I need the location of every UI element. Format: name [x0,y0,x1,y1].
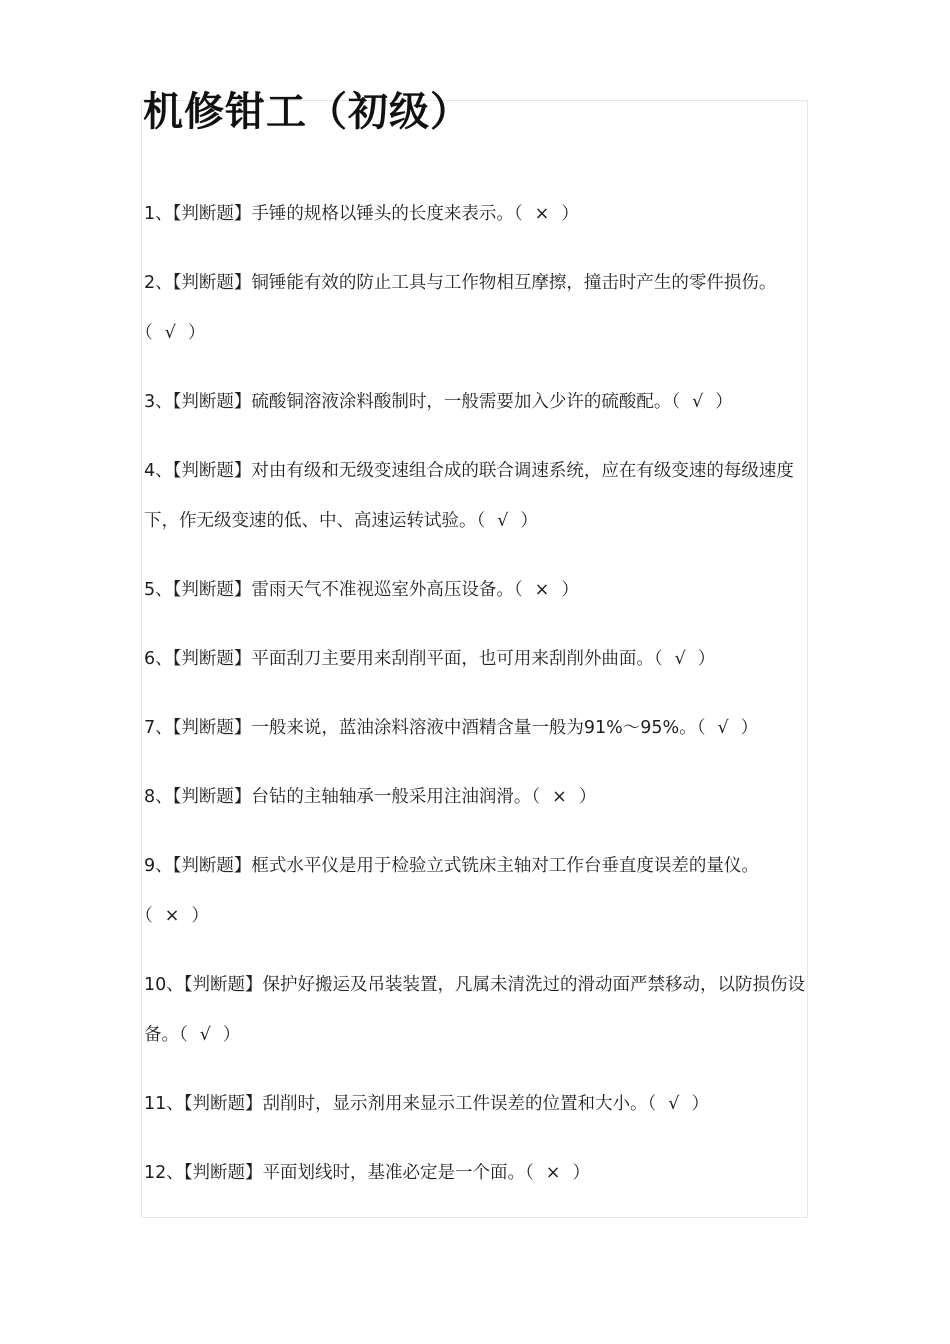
question-type: 【判断题】 [172,461,252,481]
question-text: 刮削时，显示剂用来显示工件误差的位置和大小。 [262,1094,648,1114]
question-type: 【判断题】 [172,392,252,412]
question-number: 4、 [144,461,173,481]
question-text: 铜锤能有效的防止工具与工作物相互摩擦，撞击时产生的零件损伤。 [251,273,777,293]
document-title: 机修钳工（初级） [143,89,471,135]
question-type: 【判断题】 [172,273,252,293]
question-answer: （ √ ） [648,1094,709,1114]
question-list [144,189,814,1217]
question-text: 框式水平仪是用于检验立式铣床主轴对工作台垂直度误差的量仪。 [251,856,759,876]
question-answer: （ × ） [514,580,579,600]
question-item [144,565,814,615]
answer-mark: √ [717,718,729,738]
question-type: 【判断题】 [183,1163,263,1183]
question-type: 【判断题】 [172,204,252,224]
question-text: 一般来说，蓝油涂料溶液中酒精含量一般为91%～95%。 [251,718,697,738]
question-type: 【判断题】 [172,580,252,600]
answer-mark: × [552,787,567,807]
answer-mark: √ [164,323,176,343]
question-item [144,841,814,941]
question-answer: （ √ ） [179,1025,240,1045]
question-text: 平面划线时，基准必定是一个面。 [262,1163,526,1183]
question-number: 7、 [144,718,173,738]
answer-mark: × [534,580,550,600]
answer-mark: √ [497,511,509,531]
question-text: 硫酸铜溶液涂料酸制时，一般需要加入少许的硫酸配。 [251,392,672,412]
question-text: 雷雨天气不准视巡室外高压设备。 [251,580,514,600]
question-number: 11、 [144,1094,184,1114]
question-answer: （ √ ） [671,392,732,412]
question-type: 【判断题】 [172,787,252,807]
question-text: 保护好搬运及吊装装置，凡属未清洗过的滑动面严禁移动，以防损伤设备。 [144,975,806,1045]
question-answer: （ × ） [531,787,596,807]
question-number: 10、 [144,975,184,995]
answer-mark: × [164,906,180,926]
question-type: 【判断题】 [172,718,252,738]
question-number: 9、 [144,856,173,876]
question-answer: （ × ） [144,906,209,926]
question-number: 6、 [144,649,173,669]
question-answer: （ × ） [525,1163,590,1183]
question-answer: （ √ ） [654,649,715,669]
question-type: 【判断题】 [172,856,252,876]
answer-mark: √ [674,649,686,669]
question-item [144,703,814,753]
question-answer: （ √ ） [697,718,758,738]
question-item [144,189,814,239]
question-answer: （ √ ） [477,511,538,531]
question-item [144,377,814,427]
question-text: 台钻的主轴轴承一般采用注油润滑。 [251,787,532,807]
question-number: 2、 [144,273,173,293]
question-answer: （ √ ） [144,323,205,343]
question-item [144,772,814,822]
question-number: 5、 [144,580,173,600]
question-type: 【判断题】 [183,1094,263,1114]
question-item [144,634,814,684]
question-item [144,960,814,1060]
question-answer: （ × ） [514,204,579,224]
answer-mark: √ [692,392,704,412]
question-item [144,1079,814,1129]
answer-mark: × [534,204,550,224]
question-text: 对由有级和无级变速组合成的联合调速系统，应在有级变速的每级速度下，作无级变速的低、中、高速运转试验。 [144,461,794,531]
answer-mark: √ [199,1025,211,1045]
question-number: 8、 [144,787,173,807]
answer-mark: √ [668,1094,680,1114]
question-item [144,1148,814,1198]
question-type: 【判断题】 [172,649,252,669]
question-text: 手锤的规格以锤头的长度来表示。 [251,204,514,224]
question-type: 【判断题】 [183,975,263,995]
question-number: 3、 [144,392,173,412]
answer-mark: × [545,1163,561,1183]
question-number: 1、 [144,204,173,224]
question-number: 12、 [144,1163,184,1183]
question-item [144,446,814,546]
question-item [144,258,814,358]
question-text: 平面刮刀主要用来刮削平面，也可用来刮削外曲面。 [251,649,654,669]
